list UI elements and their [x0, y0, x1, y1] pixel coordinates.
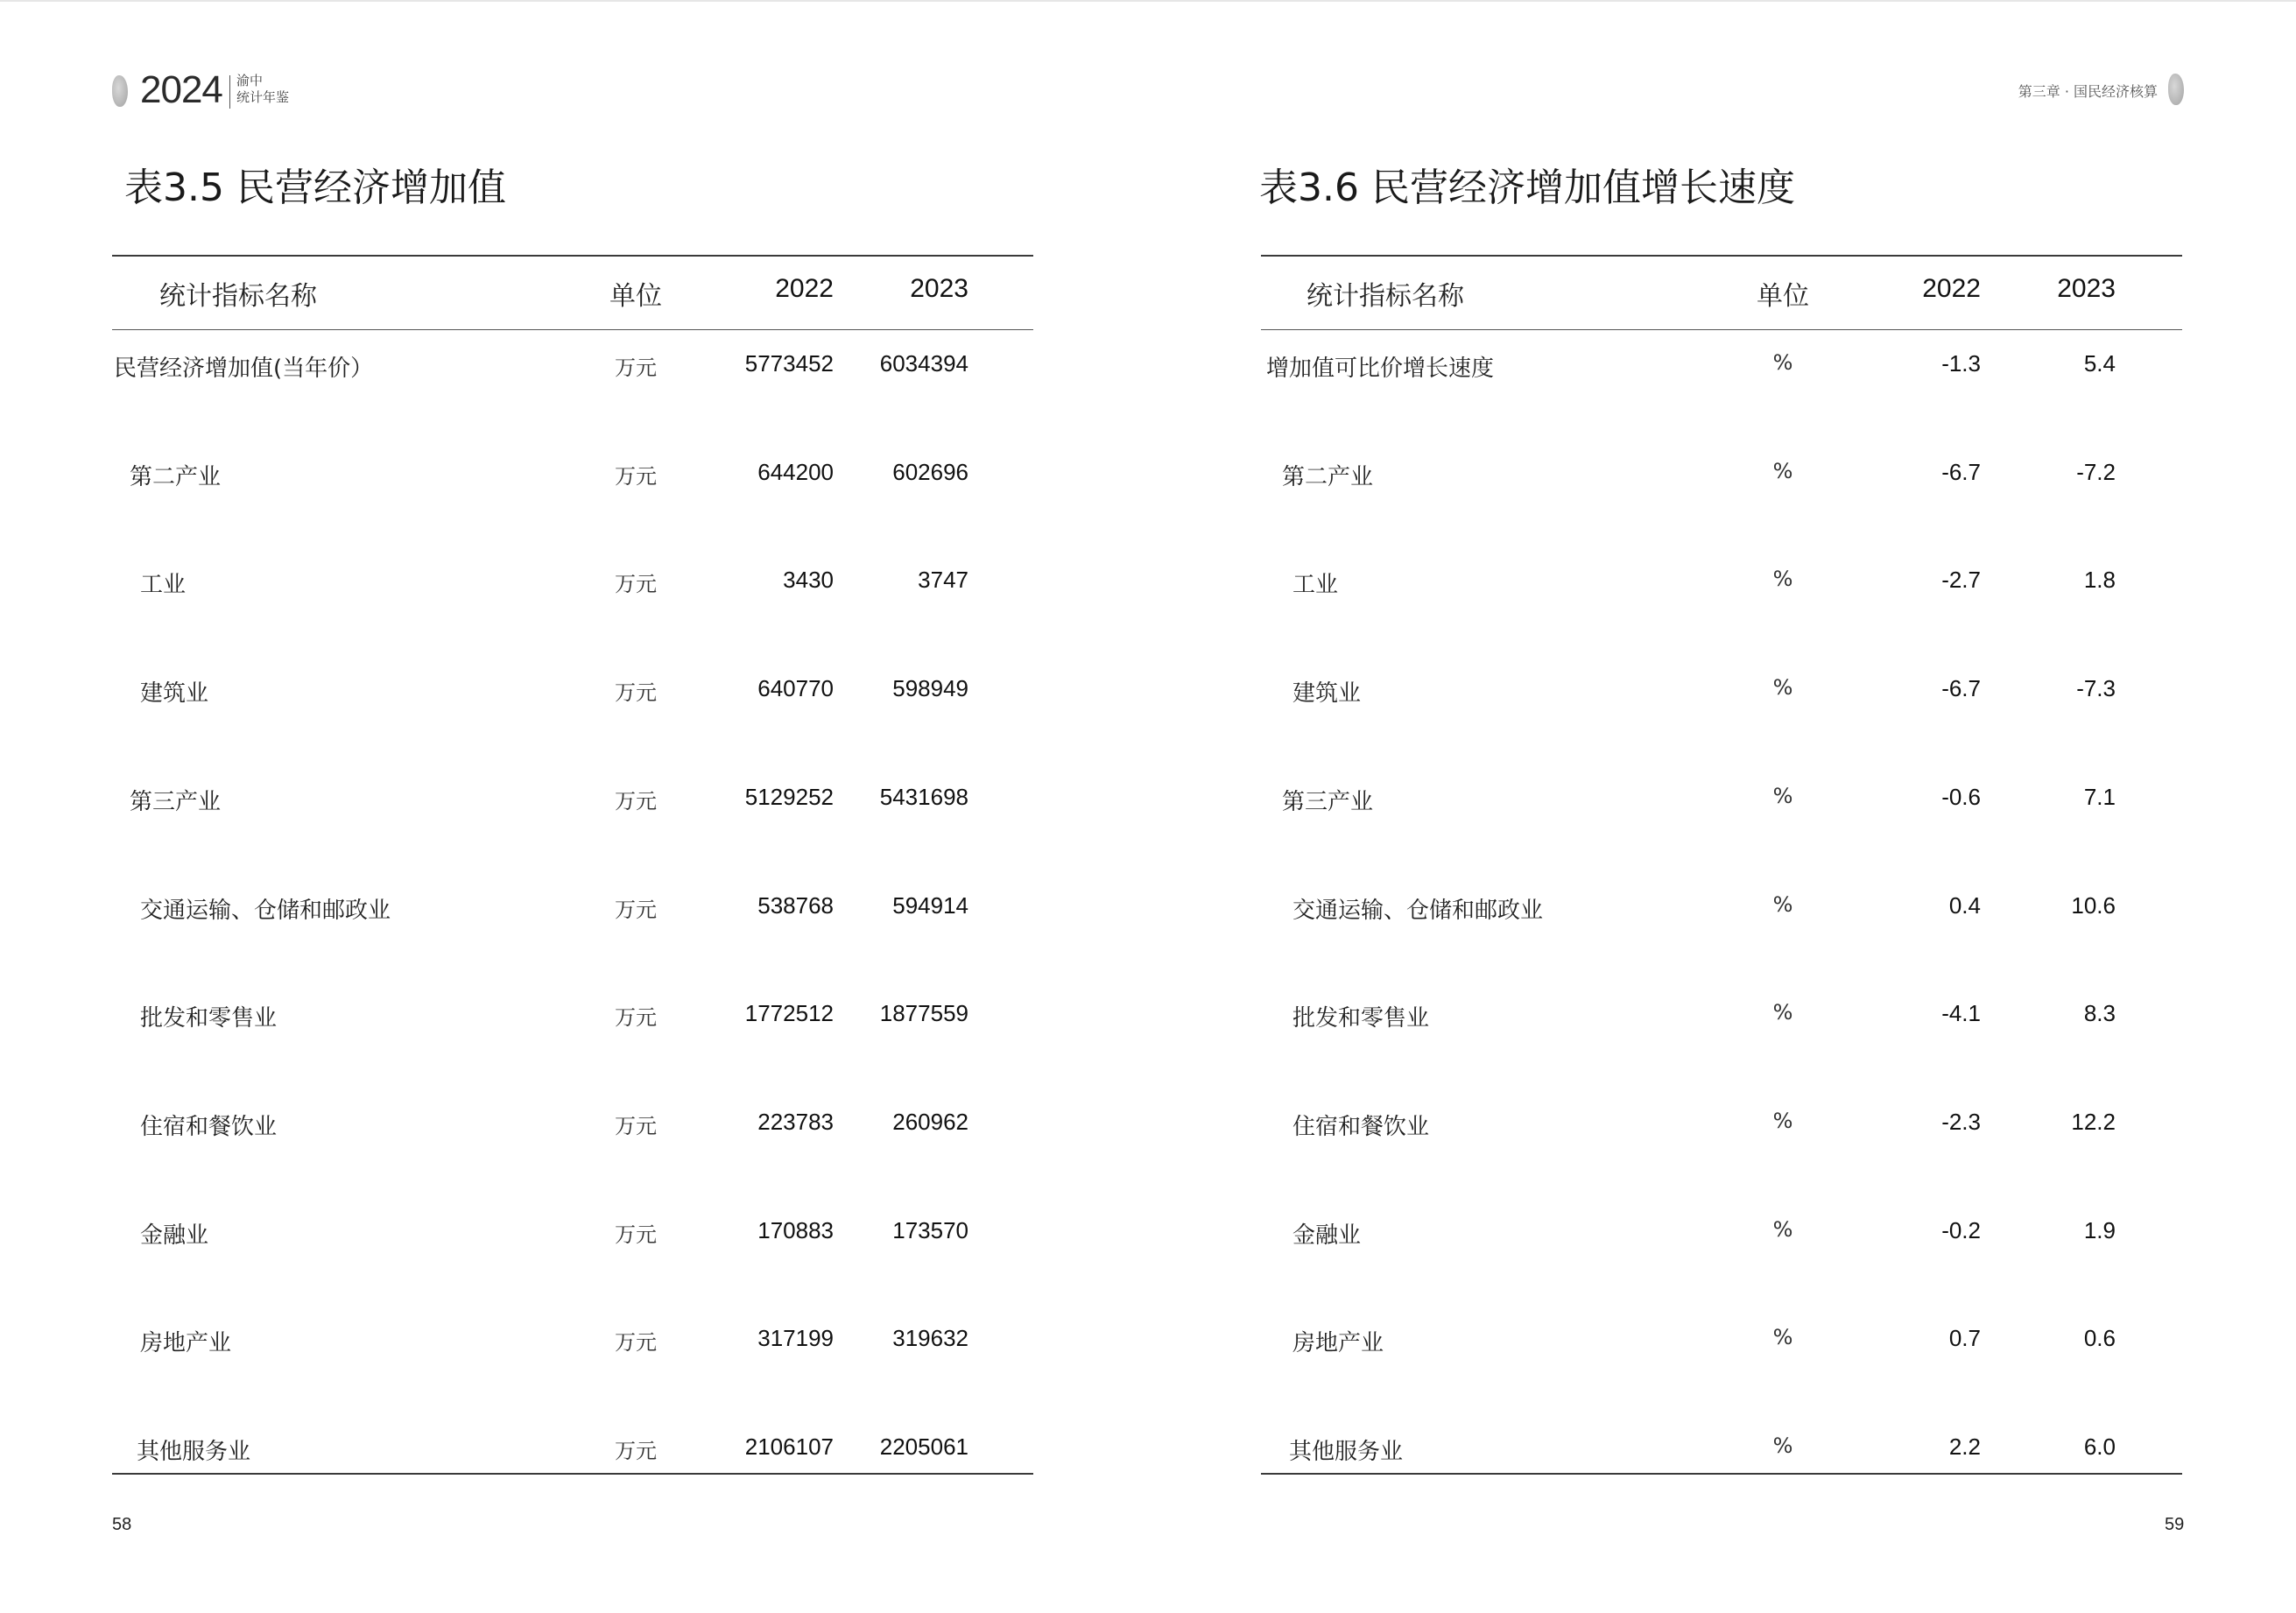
row-value-2023: 8.3	[2083, 1000, 2116, 1026]
subtitle-line-2: 统计年鉴	[236, 89, 290, 105]
row-unit: 万元	[615, 1439, 657, 1463]
row-unit: 万元	[615, 1114, 657, 1138]
row-value-2023: 6034394	[879, 350, 968, 377]
row-unit: 万元	[615, 1222, 657, 1247]
row-value-2022: 170883	[757, 1217, 834, 1243]
row-indicator-name: 交通运输、仓储和邮政业	[1292, 898, 1544, 924]
row-value-2023: -7.3	[2076, 675, 2116, 701]
header-year-2023: 2023	[2057, 274, 2116, 303]
row-value-2023: 3747	[918, 567, 968, 593]
row-value-2023: 602696	[892, 459, 968, 485]
row-unit: %	[1772, 350, 1793, 375]
row-unit: %	[1772, 1325, 1793, 1349]
row-value-2023: 0.6	[2083, 1325, 2116, 1351]
row-value-2022: 317199	[757, 1325, 834, 1351]
row-indicator-name: 批发和零售业	[1292, 1005, 1430, 1032]
row-value-2023: 1.8	[2083, 567, 2116, 593]
yearbook-year: 2024	[140, 68, 222, 111]
row-value-2023: 173570	[892, 1217, 968, 1243]
row-value-2022: -0.6	[1941, 784, 1981, 810]
row-value-2023: 598949	[892, 675, 968, 701]
row-unit: 万元	[615, 898, 657, 922]
row-value-2022: 0.7	[1948, 1325, 1981, 1351]
header-unit: 单位	[1757, 281, 1809, 312]
row-unit: 万元	[615, 1330, 657, 1355]
row-value-2023: 12.2	[2071, 1109, 2116, 1135]
header-year-2022: 2022	[775, 274, 834, 303]
row-indicator-name: 增加值可比价增长速度	[1266, 356, 1495, 382]
row-value-2023: -7.2	[2076, 459, 2116, 485]
row-indicator-name: 交通运输、仓储和邮政业	[140, 898, 391, 924]
row-unit: %	[1772, 892, 1793, 917]
row-unit: 万元	[615, 572, 657, 596]
row-indicator-name: 第三产业	[1282, 789, 1374, 815]
row-indicator-name: 建筑业	[1292, 680, 1362, 707]
table-header-rule	[112, 329, 1033, 330]
table-header-rule	[1261, 329, 2182, 330]
row-value-2023: 10.6	[2071, 892, 2116, 919]
table-title: 表3.5 民营经济增加值	[124, 166, 506, 210]
row-indicator-name: 民营经济增加值(当年价）	[114, 356, 374, 382]
row-value-2022: -2.7	[1941, 567, 1981, 593]
header-indicator-name: 统计指标名称	[1306, 281, 1464, 312]
row-value-2023: 5.4	[2083, 350, 2116, 377]
row-value-2022: 640770	[757, 675, 834, 701]
row-unit: %	[1772, 567, 1793, 591]
page-top-border	[0, 0, 2296, 2]
header-unit: 单位	[609, 281, 662, 312]
row-unit: 万元	[615, 680, 657, 705]
page-number-right: 59	[2165, 1515, 2185, 1534]
table-top-rule	[1261, 255, 2182, 257]
row-unit: 万元	[615, 464, 657, 489]
row-value-2022: 5773452	[744, 350, 834, 377]
row-indicator-name: 住宿和餐饮业	[140, 1114, 278, 1140]
row-unit: 万元	[615, 356, 657, 380]
row-value-2022: -6.7	[1941, 675, 1981, 701]
row-value-2022: 3430	[783, 567, 834, 593]
chapter-title: 第三章 · 国民经济核算	[2018, 83, 2158, 100]
row-indicator-name: 其他服务业	[1289, 1439, 1404, 1465]
row-indicator-name: 工业	[1292, 572, 1339, 598]
row-indicator-name: 金融业	[140, 1222, 209, 1249]
row-indicator-name: 工业	[140, 572, 187, 598]
row-value-2023: 2205061	[879, 1433, 968, 1460]
row-value-2022: 2.2	[1948, 1433, 1981, 1460]
row-value-2022: -4.1	[1941, 1000, 1981, 1026]
row-value-2023: 5431698	[879, 784, 968, 810]
row-value-2022: 223783	[757, 1109, 834, 1135]
row-indicator-name: 第三产业	[130, 789, 222, 815]
row-value-2023: 7.1	[2083, 784, 2116, 810]
row-unit: %	[1772, 459, 1793, 483]
row-unit: %	[1772, 675, 1793, 700]
row-unit: 万元	[615, 789, 657, 814]
header-indicator-name: 统计指标名称	[159, 281, 317, 312]
row-indicator-name: 房地产业	[1292, 1330, 1384, 1356]
table-top-rule	[112, 255, 1033, 257]
emblem-icon	[2168, 74, 2184, 105]
row-unit: %	[1772, 784, 1793, 808]
row-indicator-name: 建筑业	[140, 680, 209, 707]
row-value-2023: 1877559	[879, 1000, 968, 1026]
row-value-2023: 260962	[892, 1109, 968, 1135]
row-value-2022: 5129252	[744, 784, 834, 810]
row-value-2022: 538768	[757, 892, 834, 919]
row-value-2023: 319632	[892, 1325, 968, 1351]
row-value-2022: 0.4	[1948, 892, 1981, 919]
header-divider	[229, 75, 230, 109]
row-value-2022: 1772512	[744, 1000, 834, 1026]
row-value-2022: 2106107	[744, 1433, 834, 1460]
row-indicator-name: 其他服务业	[137, 1439, 251, 1465]
row-value-2022: -2.3	[1941, 1109, 1981, 1135]
chapter-header	[1956, 72, 2184, 110]
table-bottom-rule	[112, 1473, 1033, 1475]
header-year-2023: 2023	[910, 274, 968, 303]
row-value-2023: 6.0	[2083, 1433, 2116, 1460]
row-indicator-name: 金融业	[1292, 1222, 1362, 1249]
row-indicator-name: 第二产业	[130, 464, 222, 490]
yearbook-subtitle	[236, 73, 289, 106]
row-unit: %	[1772, 1000, 1793, 1025]
row-indicator-name: 第二产业	[1282, 464, 1374, 490]
row-value-2022: -0.2	[1941, 1217, 1981, 1243]
table-bottom-rule	[1261, 1473, 2182, 1475]
row-unit: %	[1772, 1109, 1793, 1133]
row-indicator-name: 房地产业	[140, 1330, 232, 1356]
row-unit: %	[1772, 1433, 1793, 1458]
header-year-2022: 2022	[1922, 274, 1981, 303]
row-value-2023: 594914	[892, 892, 968, 919]
row-value-2022: -1.3	[1941, 350, 1981, 377]
row-value-2022: 644200	[757, 459, 834, 485]
row-unit: %	[1772, 1217, 1793, 1242]
row-indicator-name: 住宿和餐饮业	[1292, 1114, 1430, 1140]
row-value-2022: -6.7	[1941, 459, 1981, 485]
subtitle-line-1: 渝中	[236, 73, 264, 88]
row-unit: 万元	[615, 1005, 657, 1030]
emblem-icon	[112, 75, 128, 107]
table-title: 表3.6 民营经济增加值增长速度	[1259, 166, 1795, 210]
row-indicator-name: 批发和零售业	[140, 1005, 278, 1032]
page-number-left: 58	[112, 1515, 132, 1534]
row-value-2023: 1.9	[2083, 1217, 2116, 1243]
